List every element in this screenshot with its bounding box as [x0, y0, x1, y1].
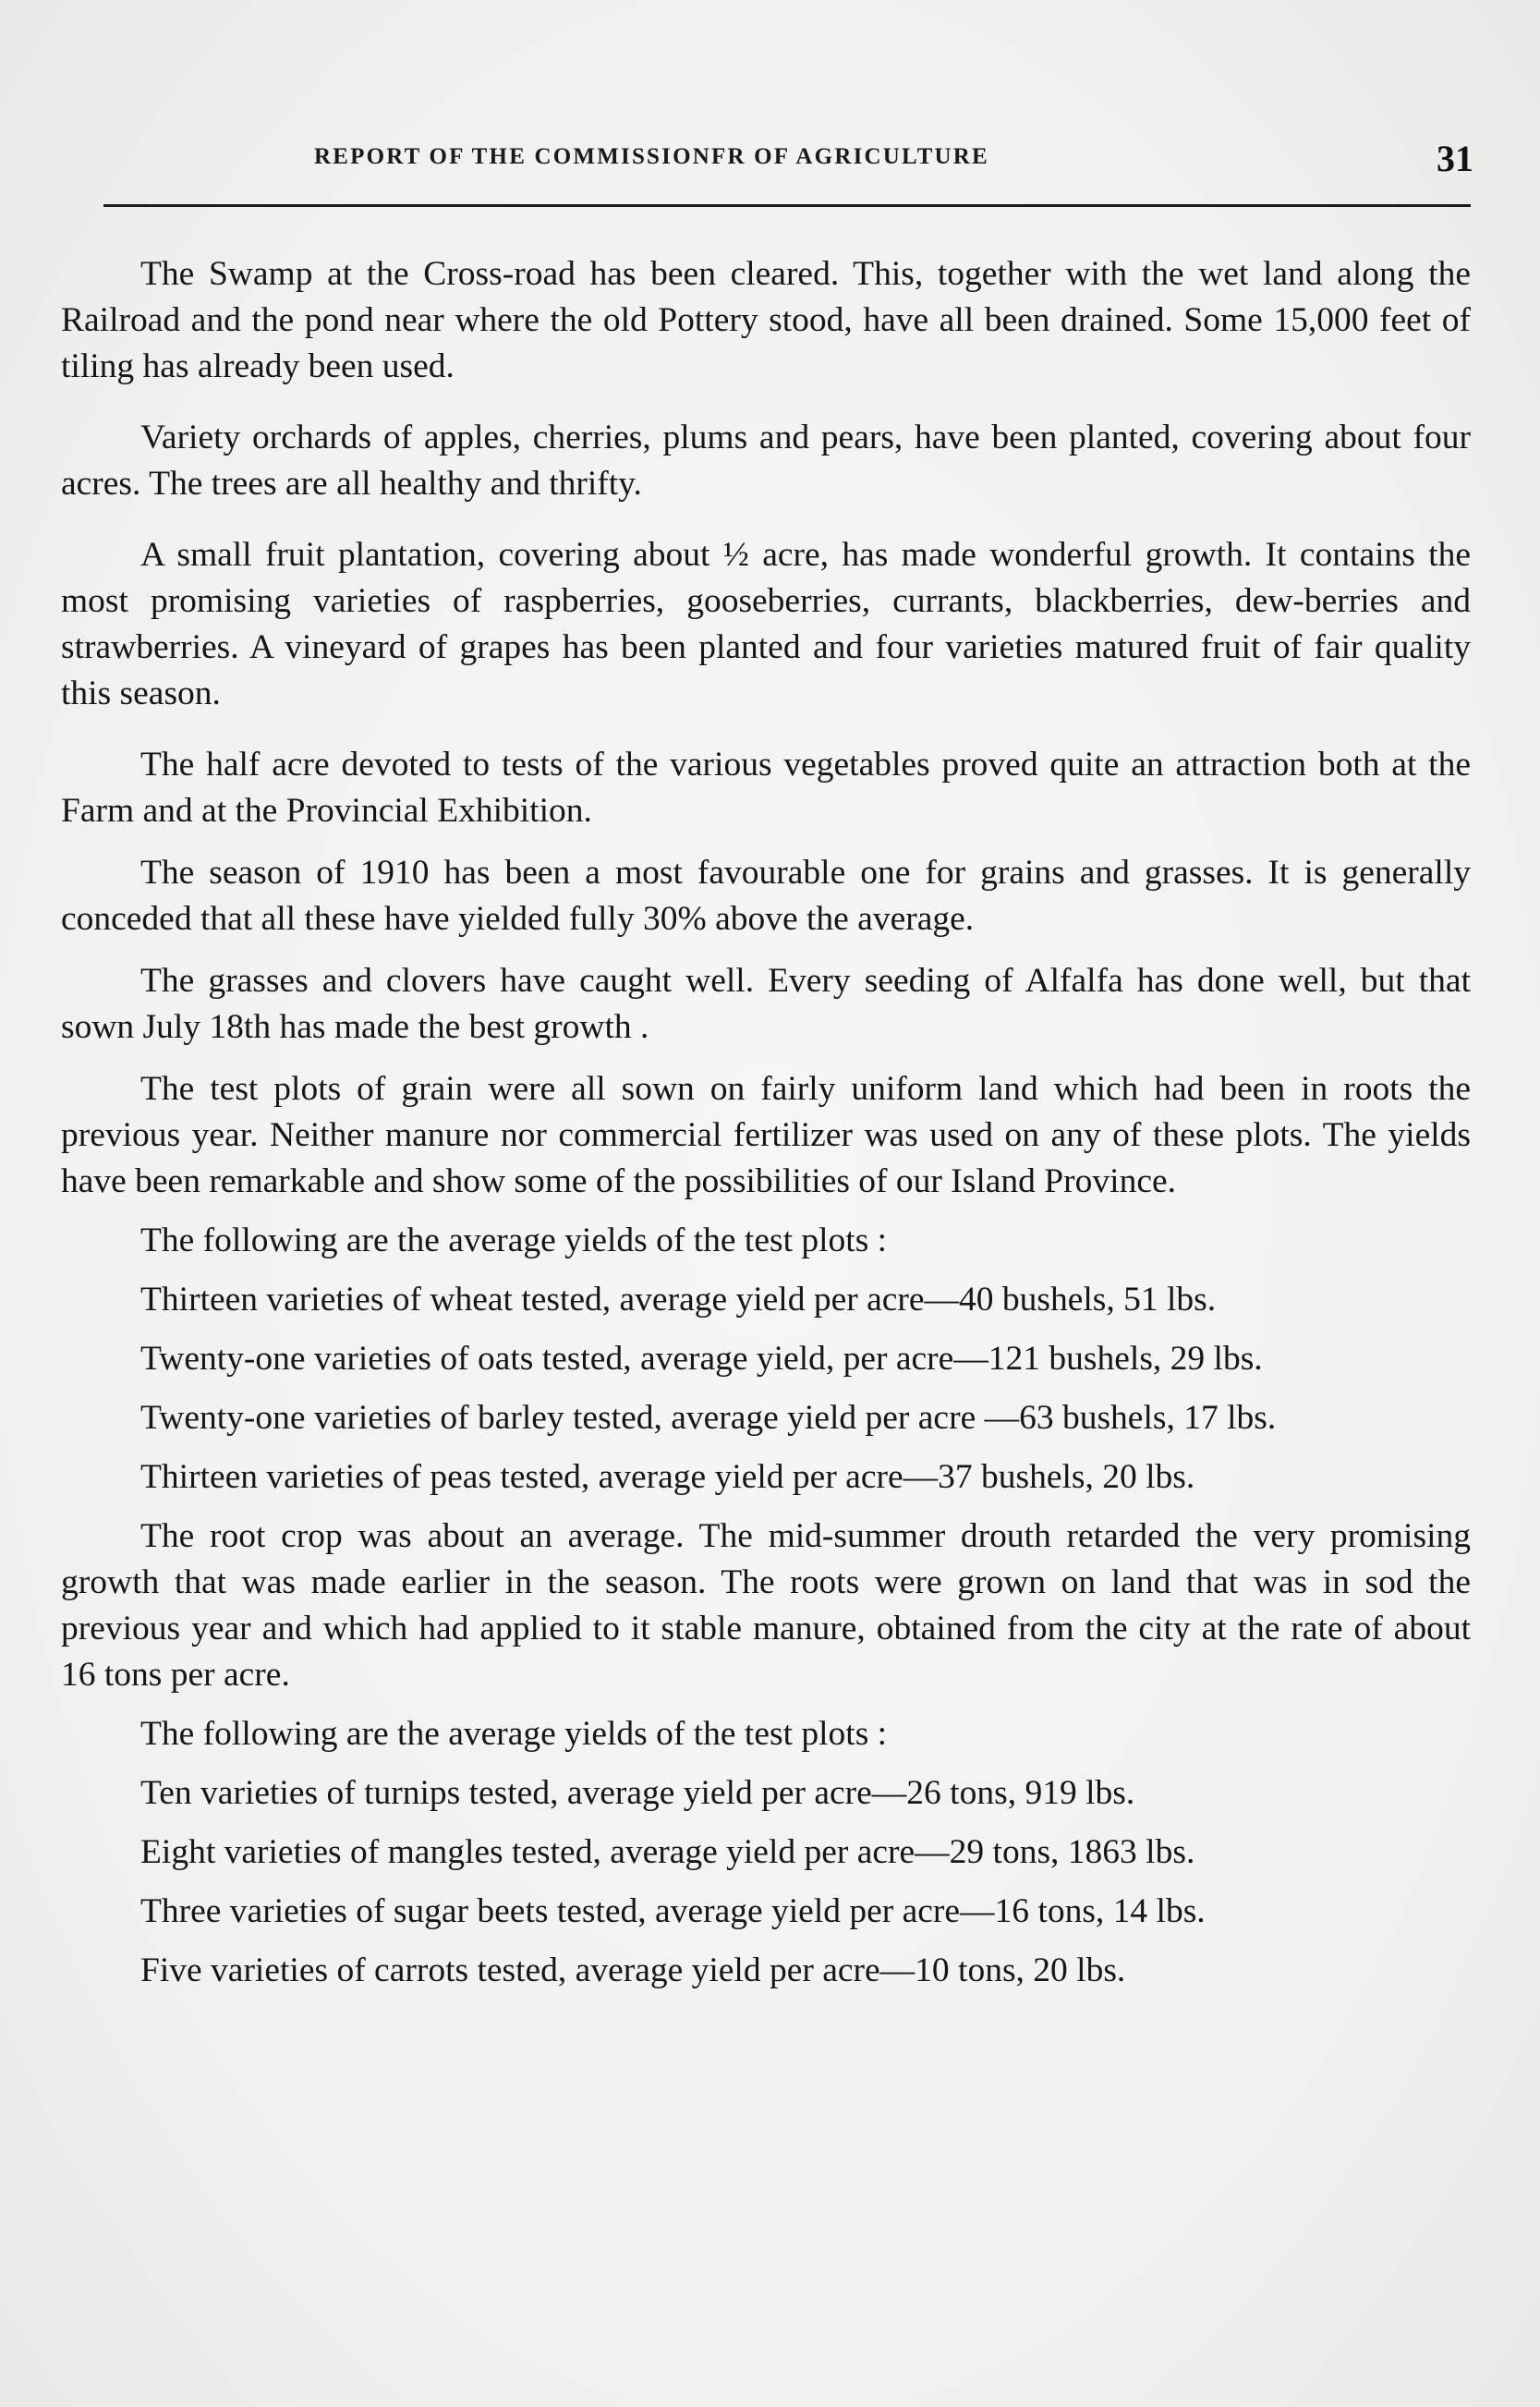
page-header [0, 137, 1540, 192]
paragraph-grain-test-plots: The test plots of grain were all sown on fairly uniform land which had been in roots the previous year. Neither manure nor commercial fertilizer was used on any of these plots. The yields have been remarkable and show some of the possibilities of our Island Province. [61, 1070, 1471, 1200]
paragraph-root-crop: The root crop was about an average. The mid-summer drouth retarded the very promising growth that was made earlier in the season. The roots were grown on land that was in sod the previous year and which had applied to it stable manure, obtained from the city at the rate of about 16 tons per acre. [61, 1517, 1471, 1694]
header-rule [103, 204, 1471, 207]
list-item-barley-yield: Twenty-one varieties of barley tested, average yield per acre —63 bushels, 17 lbs. [140, 1399, 1277, 1437]
paragraph-vegetable-tests: The half acre devoted to tests of the various vegetables proved quite an attraction both at the Farm and at the Provincial Exhibition. [61, 746, 1471, 830]
paragraph-swamp-cleared: The Swamp at the Cross-road has been cleared. This, together with the wet land along the Railroad and the pond near where the old Pottery stood, have all been drained. Some 15,000 feet of tiling has already been used. [61, 255, 1471, 385]
body-text [61, 251, 1471, 1994]
list-item-carrots-yield: Five varieties of carrots tested, average yield per acre—10 tons, 20 lbs. [140, 1951, 1126, 1989]
paragraph-fruit-plantation: A small fruit plantation, covering about ½ acre, has made wonderful growth. It contains the most promising varieties of raspberries, gooseberries, currants, blackberries, dew-berries and strawberries. A vineyard of grapes has been planted and four varieties matured fruit of fair quality this season. [61, 536, 1471, 712]
list-item-oats-yield: Twenty-one varieties of oats tested, average yield, per acre—121 bushels, 29 lbs. [140, 1340, 1263, 1378]
list-item-wheat-yield: Thirteen varieties of wheat tested, average yield per acre—40 bushels, 51 lbs. [140, 1281, 1217, 1319]
page-number: 31 [1437, 138, 1473, 179]
paragraph-grasses-clovers: The grasses and clovers have caught well. Every seeding of Alfalfa has done well, but that sown July 18th has made the best growth . [61, 962, 1471, 1046]
paragraph-season-1910: The season of 1910 has been a most favourable one for grains and grasses. It is generally conceded that all these have yielded fully 30% above the average. [61, 854, 1471, 938]
list-item-turnips-yield: Ten varieties of turnips tested, average yield per acre—26 tons, 919 lbs. [140, 1774, 1135, 1812]
paragraph-root-yields-intro: The following are the average yields of the test plots : [140, 1715, 888, 1753]
paragraph-variety-orchards: Variety orchards of apples, cherries, plums and pears, have been planted, covering about four acres. The trees are all healthy and thrifty. [61, 419, 1471, 503]
paragraph-grain-yields-intro: The following are the average yields of the test plots : [140, 1222, 888, 1259]
running-title: REPORT OF THE COMMISSIONFR OF AGRICULTURE [314, 144, 989, 169]
list-item-peas-yield: Thirteen varieties of peas tested, average yield per acre—37 bushels, 20 lbs. [140, 1458, 1195, 1496]
list-item-sugar-beets-yield: Three varieties of sugar beets tested, average yield per acre—16 tons, 14 lbs. [140, 1892, 1206, 1930]
list-item-mangles-yield: Eight varieties of mangles tested, average yield per acre—29 tons, 1863 lbs. [140, 1833, 1195, 1871]
